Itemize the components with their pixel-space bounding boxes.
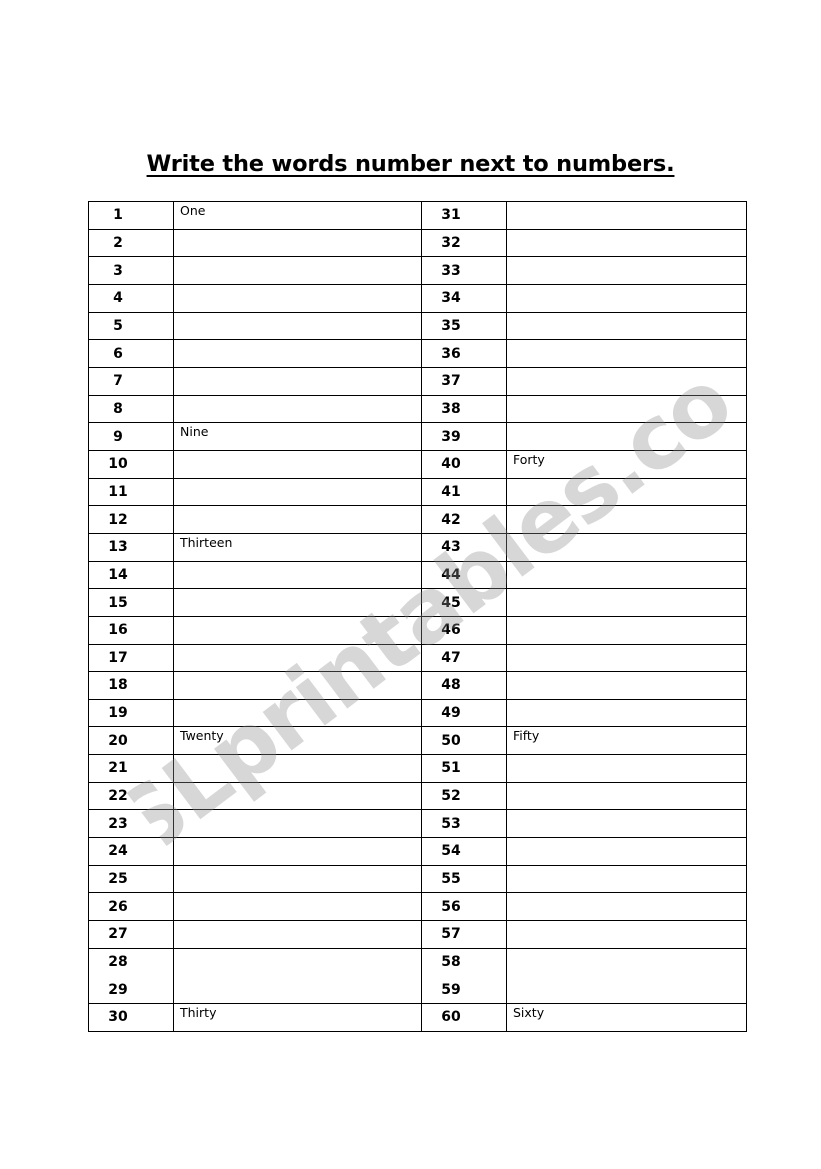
- left-number-cell: 3: [89, 257, 174, 285]
- left-number-cell: 28: [89, 948, 174, 976]
- table-row: [89, 755, 747, 783]
- right-answer-field[interactable]: [507, 478, 747, 506]
- table-row: [89, 202, 747, 230]
- left-answer-field[interactable]: [174, 782, 422, 810]
- table-row: [89, 921, 747, 949]
- right-answer-field[interactable]: Sixty: [507, 1004, 747, 1032]
- left-answer-field[interactable]: [174, 450, 422, 478]
- right-number-cell: 55: [422, 865, 507, 893]
- table-row: [89, 257, 747, 285]
- right-number-cell: 38: [422, 395, 507, 423]
- left-answer-field[interactable]: [174, 865, 422, 893]
- left-number-cell: 19: [89, 699, 174, 727]
- right-number-cell: 40: [422, 450, 507, 478]
- left-answer-field[interactable]: [174, 395, 422, 423]
- right-answer-field[interactable]: [507, 838, 747, 866]
- left-answer-field[interactable]: [174, 589, 422, 617]
- left-number-cell: 29: [89, 976, 174, 1004]
- right-number-cell: 37: [422, 367, 507, 395]
- left-number-cell: 18: [89, 672, 174, 700]
- left-answer-field[interactable]: [174, 921, 422, 949]
- table-row: [89, 561, 747, 589]
- table-row: [89, 450, 747, 478]
- left-answer-field[interactable]: Thirty: [174, 1004, 422, 1032]
- right-number-cell: 33: [422, 257, 507, 285]
- left-answer-field[interactable]: [174, 367, 422, 395]
- right-number-cell: 41: [422, 478, 507, 506]
- left-answer-field[interactable]: [174, 616, 422, 644]
- table-row: [89, 340, 747, 368]
- left-number-cell: 11: [89, 478, 174, 506]
- left-number-cell: 27: [89, 921, 174, 949]
- left-number-cell: 14: [89, 561, 174, 589]
- left-answer-field[interactable]: [174, 284, 422, 312]
- left-answer-field[interactable]: [174, 561, 422, 589]
- left-answer-field[interactable]: [174, 478, 422, 506]
- left-answer-field[interactable]: [174, 672, 422, 700]
- right-answer-field[interactable]: [507, 616, 747, 644]
- right-answer-field[interactable]: [507, 202, 747, 230]
- table-row: [89, 395, 747, 423]
- right-answer-field[interactable]: [507, 312, 747, 340]
- right-answer-field[interactable]: [507, 257, 747, 285]
- right-number-cell: 50: [422, 727, 507, 755]
- left-number-cell: 6: [89, 340, 174, 368]
- table-row: [89, 865, 747, 893]
- table-row: [89, 893, 747, 921]
- right-number-cell: 47: [422, 644, 507, 672]
- left-number-cell: 26: [89, 893, 174, 921]
- left-number-cell: 2: [89, 229, 174, 257]
- right-number-cell: 54: [422, 838, 507, 866]
- right-number-cell: 45: [422, 589, 507, 617]
- table-row: [89, 1004, 747, 1032]
- left-answer-field[interactable]: Twenty: [174, 727, 422, 755]
- table-row: [89, 672, 747, 700]
- table-row: [89, 782, 747, 810]
- table-row: [89, 727, 747, 755]
- left-number-cell: 25: [89, 865, 174, 893]
- left-answer-field[interactable]: Thirteen: [174, 533, 422, 561]
- right-answer-field[interactable]: [507, 423, 747, 451]
- table-row: [89, 589, 747, 617]
- right-number-cell: 56: [422, 893, 507, 921]
- right-answer-field[interactable]: [507, 229, 747, 257]
- right-number-cell: 34: [422, 284, 507, 312]
- left-number-cell: 13: [89, 533, 174, 561]
- left-number-cell: 30: [89, 1004, 174, 1032]
- left-answer-field[interactable]: [174, 506, 422, 534]
- right-answer-field[interactable]: [507, 644, 747, 672]
- left-answer-field[interactable]: One: [174, 202, 422, 230]
- table-row: [89, 948, 747, 976]
- right-answer-field[interactable]: Forty: [507, 450, 747, 478]
- right-number-cell: 60: [422, 1004, 507, 1032]
- table-row: [89, 423, 747, 451]
- table-row: [89, 367, 747, 395]
- right-number-cell: 52: [422, 782, 507, 810]
- right-number-cell: 32: [422, 229, 507, 257]
- table-row: [89, 478, 747, 506]
- right-answer-field[interactable]: [507, 367, 747, 395]
- left-answer-field[interactable]: [174, 976, 422, 1004]
- right-answer-field[interactable]: [507, 921, 747, 949]
- left-number-cell: 22: [89, 782, 174, 810]
- table-row: [89, 699, 747, 727]
- right-number-cell: 31: [422, 202, 507, 230]
- right-answer-field[interactable]: [507, 865, 747, 893]
- right-answer-field[interactable]: [507, 755, 747, 783]
- left-answer-field[interactable]: [174, 340, 422, 368]
- left-answer-field[interactable]: [174, 948, 422, 976]
- left-number-cell: 17: [89, 644, 174, 672]
- left-number-cell: 15: [89, 589, 174, 617]
- right-answer-field[interactable]: [507, 340, 747, 368]
- right-answer-field[interactable]: Fifty: [507, 727, 747, 755]
- left-number-cell: 8: [89, 395, 174, 423]
- left-answer-field[interactable]: [174, 755, 422, 783]
- left-answer-field[interactable]: [174, 893, 422, 921]
- right-number-cell: 44: [422, 561, 507, 589]
- right-answer-field[interactable]: [507, 284, 747, 312]
- table-row: [89, 312, 747, 340]
- right-answer-field[interactable]: [507, 506, 747, 534]
- right-number-cell: 53: [422, 810, 507, 838]
- right-answer-field[interactable]: [507, 672, 747, 700]
- svg-text:ESLprintables.com: ESLprintables.com: [113, 341, 755, 863]
- table-row: [89, 644, 747, 672]
- left-number-cell: 20: [89, 727, 174, 755]
- left-answer-field[interactable]: [174, 838, 422, 866]
- right-answer-field[interactable]: [507, 589, 747, 617]
- right-answer-field[interactable]: [507, 810, 747, 838]
- right-number-cell: 43: [422, 533, 507, 561]
- right-number-cell: 39: [422, 423, 507, 451]
- table-row: [89, 976, 747, 1004]
- right-answer-field[interactable]: [507, 893, 747, 921]
- left-answer-field[interactable]: [174, 312, 422, 340]
- numbers-table: [88, 201, 747, 1032]
- right-number-cell: 35: [422, 312, 507, 340]
- left-number-cell: 24: [89, 838, 174, 866]
- right-number-cell: 48: [422, 672, 507, 700]
- right-answer-field[interactable]: [507, 948, 747, 976]
- right-number-cell: 49: [422, 699, 507, 727]
- left-number-cell: 4: [89, 284, 174, 312]
- left-number-cell: 23: [89, 810, 174, 838]
- right-answer-field[interactable]: [507, 976, 747, 1004]
- right-number-cell: 58: [422, 948, 507, 976]
- table-row: [89, 533, 747, 561]
- right-answer-field[interactable]: [507, 561, 747, 589]
- left-answer-field[interactable]: [174, 257, 422, 285]
- table-row: [89, 616, 747, 644]
- table-row: [89, 284, 747, 312]
- left-number-cell: 21: [89, 755, 174, 783]
- table-row: [89, 229, 747, 257]
- left-answer-field[interactable]: [174, 810, 422, 838]
- left-number-cell: 7: [89, 367, 174, 395]
- right-answer-field[interactable]: [507, 699, 747, 727]
- right-number-cell: 36: [422, 340, 507, 368]
- worksheet-title: Write the words number next to numbers.: [146, 151, 675, 177]
- left-number-cell: 1: [89, 202, 174, 230]
- right-number-cell: 59: [422, 976, 507, 1004]
- table-row: [89, 506, 747, 534]
- right-number-cell: 42: [422, 506, 507, 534]
- numbers-table-body: [89, 202, 747, 1032]
- right-answer-field[interactable]: [507, 533, 747, 561]
- right-number-cell: 57: [422, 921, 507, 949]
- right-answer-field[interactable]: [507, 782, 747, 810]
- left-answer-field[interactable]: [174, 699, 422, 727]
- table-row: [89, 838, 747, 866]
- left-number-cell: 5: [89, 312, 174, 340]
- left-number-cell: 16: [89, 616, 174, 644]
- table-row: [89, 810, 747, 838]
- left-answer-field[interactable]: [174, 229, 422, 257]
- left-answer-field[interactable]: [174, 644, 422, 672]
- left-answer-field[interactable]: Nine: [174, 423, 422, 451]
- left-number-cell: 12: [89, 506, 174, 534]
- right-number-cell: 46: [422, 616, 507, 644]
- right-answer-field[interactable]: [507, 395, 747, 423]
- left-number-cell: 9: [89, 423, 174, 451]
- left-number-cell: 10: [89, 450, 174, 478]
- right-number-cell: 51: [422, 755, 507, 783]
